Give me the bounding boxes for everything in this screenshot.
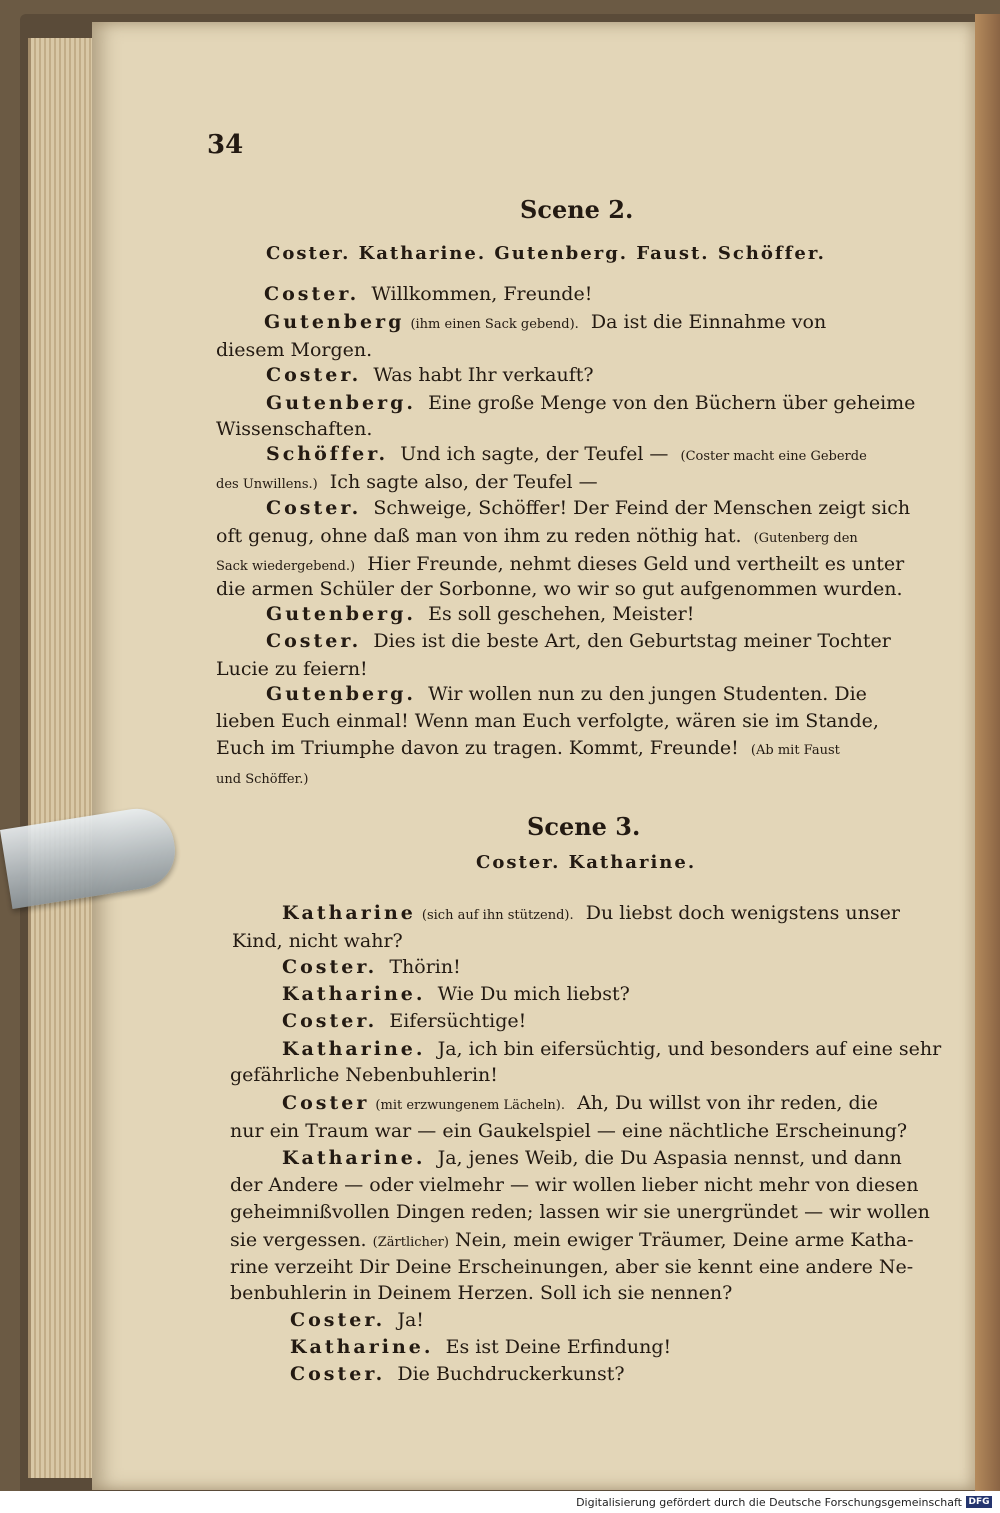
dialogue-line bbox=[216, 737, 840, 759]
dialogue-text: Eifersüchtige! bbox=[389, 1010, 527, 1032]
speaker: Katharine bbox=[282, 902, 416, 924]
dialogue-line bbox=[232, 930, 403, 952]
dialogue-line bbox=[266, 443, 867, 465]
dialogue-text: Die Buchdruckerkunst? bbox=[397, 1363, 625, 1385]
book-binding bbox=[975, 14, 1000, 1504]
stage-direction: (Coster macht eine Geberde bbox=[680, 449, 867, 464]
speaker: Gutenberg. bbox=[266, 603, 417, 625]
dialogue-line bbox=[230, 1120, 907, 1142]
dialogue-line bbox=[216, 339, 372, 361]
stage-direction: (Ab mit Faust bbox=[750, 743, 840, 758]
dialogue-text: benbuhlerin in Deinem Herzen. Soll ich sie nennen? bbox=[230, 1282, 733, 1304]
dialogue-line bbox=[230, 1256, 913, 1278]
dialogue-line bbox=[216, 553, 904, 575]
dialogue-line bbox=[282, 902, 900, 924]
dialogue-line bbox=[266, 683, 867, 705]
dialogue-line bbox=[216, 471, 598, 493]
speaker: Gutenberg. bbox=[266, 392, 417, 414]
dialogue-text: Du liebst doch wenigstens unser bbox=[585, 902, 900, 924]
dialogue-line bbox=[230, 1229, 914, 1251]
dialogue-line bbox=[230, 1201, 930, 1223]
speaker: Katharine. bbox=[282, 983, 426, 1005]
dialogue-text: Thörin! bbox=[389, 956, 461, 978]
dialogue-text: rine verzeiht Dir Deine Erscheinungen, aber sie kennt eine andere Ne- bbox=[230, 1256, 914, 1278]
stage-direction: (ihm einen Sack gebend). bbox=[410, 317, 579, 332]
dfg-logo: DFG bbox=[966, 1496, 992, 1508]
dialogue-text: Ah, Du willst von ihr reden, die bbox=[577, 1092, 878, 1114]
speaker: Gutenberg. bbox=[266, 683, 417, 705]
scene-2-title: Scene 2. bbox=[520, 195, 634, 224]
dialogue-line bbox=[216, 578, 903, 600]
dialogue-text: Wie Du mich liebst? bbox=[437, 983, 630, 1005]
dialogue-line bbox=[216, 525, 858, 547]
dialogue-line bbox=[266, 603, 694, 625]
dialogue-line bbox=[216, 418, 372, 440]
speaker: Schöffer. bbox=[266, 443, 389, 465]
footer-credit: Digitalisierung gefördert durch die Deutsche Forschungsgemeinschaft bbox=[576, 1496, 962, 1509]
dialogue-text: Da ist die Einnahme von bbox=[590, 311, 827, 333]
scene-2-cast: Coster. Katharine. Gutenberg. Faust. Schöffer. bbox=[266, 243, 826, 264]
dialogue-line bbox=[282, 1010, 526, 1032]
page-number: 34 bbox=[207, 130, 244, 160]
dialogue-text: sie vergessen. bbox=[230, 1229, 367, 1251]
dialogue-line bbox=[282, 1038, 941, 1060]
stage-direction: Sack wiedergebend.) bbox=[216, 559, 356, 574]
dialogue-line bbox=[266, 497, 910, 519]
stage-direction: (Gutenberg den bbox=[753, 531, 858, 546]
dialogue-line bbox=[266, 392, 915, 414]
speaker: Coster. bbox=[266, 497, 362, 519]
dialogue-text: Ja! bbox=[397, 1309, 424, 1331]
speaker: Coster. bbox=[290, 1309, 386, 1331]
dialogue-line bbox=[230, 1064, 498, 1086]
dialogue-text: die armen Schüler der Sorbonne, wo wir so gut aufgenommen wurden. bbox=[216, 578, 903, 600]
dialogue-text: Wissenschaften. bbox=[216, 418, 373, 440]
speaker: Coster bbox=[282, 1092, 370, 1114]
dialogue-line bbox=[282, 1092, 878, 1114]
dialogue-line bbox=[230, 1174, 918, 1196]
dialogue-text: Ja, jenes Weib, die Du Aspasia nennst, und dann bbox=[437, 1147, 902, 1169]
dialogue-text: diesem Morgen. bbox=[216, 339, 373, 361]
dialogue-text: geheimnißvollen Dingen reden; lassen wir sie unergründet — wir wollen bbox=[230, 1201, 930, 1223]
stage-direction: (Zärtlicher) bbox=[372, 1235, 449, 1250]
dialogue-text: gefährliche Nebenbuhlerin! bbox=[230, 1064, 498, 1086]
dialogue-line bbox=[264, 311, 826, 333]
dialogue-line bbox=[266, 364, 594, 386]
dialogue-text: Euch im Triumphe davon zu tragen. Kommt, Freunde! bbox=[216, 737, 739, 759]
dialogue-text: Ja, ich bin eifersüchtig, und besonders auf eine sehr bbox=[437, 1038, 942, 1060]
speaker: Coster. bbox=[282, 1010, 378, 1032]
dialogue-text: Was habt Ihr verkauft? bbox=[373, 364, 594, 386]
speaker: Katharine. bbox=[290, 1336, 434, 1358]
dialogue-line bbox=[266, 630, 891, 652]
stage-direction: (mit erzwungenem Lächeln). bbox=[375, 1098, 565, 1113]
dialogue-text: Lucie zu feiern! bbox=[216, 658, 368, 680]
dialogue-text: Und ich sagte, der Teufel — bbox=[400, 443, 669, 465]
scene-3-cast: Coster. Katharine. bbox=[476, 852, 697, 873]
dialogue-line bbox=[216, 710, 879, 732]
speaker: Katharine. bbox=[282, 1147, 426, 1169]
dialogue-text: nur ein Traum war — ein Gaukelspiel — eine nächtliche Erscheinung? bbox=[230, 1120, 908, 1142]
speaker: Coster. bbox=[266, 364, 362, 386]
dialogue-line bbox=[282, 983, 630, 1005]
dialogue-text: lieben Euch einmal! Wenn man Euch verfolgte, wären sie im Stande, bbox=[216, 710, 879, 732]
dialogue-line bbox=[282, 956, 461, 978]
dialogue-text: der Andere — oder vielmehr — wir wollen lieber nicht mehr von diesen bbox=[230, 1174, 919, 1196]
dialogue-line bbox=[230, 1282, 732, 1304]
stage-direction: und Schöffer.) bbox=[216, 772, 309, 787]
dialogue-line bbox=[290, 1336, 671, 1358]
dialogue-text: Willkommen, Freunde! bbox=[371, 283, 593, 305]
scene-3-title: Scene 3. bbox=[527, 812, 641, 841]
speaker: Coster. bbox=[264, 283, 360, 305]
dialogue-line bbox=[282, 1147, 902, 1169]
dialogue-text: Kind, nicht wahr? bbox=[232, 930, 403, 952]
speaker: Katharine. bbox=[282, 1038, 426, 1060]
page-stack-edge bbox=[28, 38, 101, 1478]
dialogue-line bbox=[264, 283, 592, 305]
speaker: Coster. bbox=[290, 1363, 386, 1385]
speaker: Gutenberg bbox=[264, 311, 405, 333]
dialogue-line bbox=[216, 766, 309, 788]
speaker: Coster. bbox=[266, 630, 362, 652]
stage-direction: des Unwillens.) bbox=[216, 477, 318, 492]
dialogue-text: Schweige, Schöffer! Der Feind der Menschen zeigt sich bbox=[373, 497, 911, 519]
dialogue-text: Hier Freunde, nehmt dieses Geld und vertheilt es unter bbox=[367, 553, 905, 575]
dialogue-text: Wir wollen nun zu den jungen Studenten. Die bbox=[428, 683, 867, 705]
dialogue-text: Dies ist die beste Art, den Geburtstag meiner Tochter bbox=[373, 630, 891, 652]
dialogue-line bbox=[290, 1363, 625, 1385]
dialogue-text: Es soll geschehen, Meister! bbox=[428, 603, 695, 625]
dialogue-line bbox=[216, 658, 368, 680]
dialogue-text: Ich sagte also, der Teufel — bbox=[329, 471, 598, 493]
dialogue-text: oft genug, ohne daß man von ihm zu reden nöthig hat. bbox=[216, 525, 742, 547]
stage-direction: (sich auf ihn stützend). bbox=[421, 908, 574, 923]
speaker: Coster. bbox=[282, 956, 378, 978]
dialogue-text: Eine große Menge von den Büchern über geheime bbox=[428, 392, 916, 414]
dialogue-text: Nein, mein ewiger Träumer, Deine arme Katha- bbox=[454, 1229, 914, 1251]
dialogue-text: Es ist Deine Erfindung! bbox=[445, 1336, 672, 1358]
dialogue-line bbox=[290, 1309, 424, 1331]
